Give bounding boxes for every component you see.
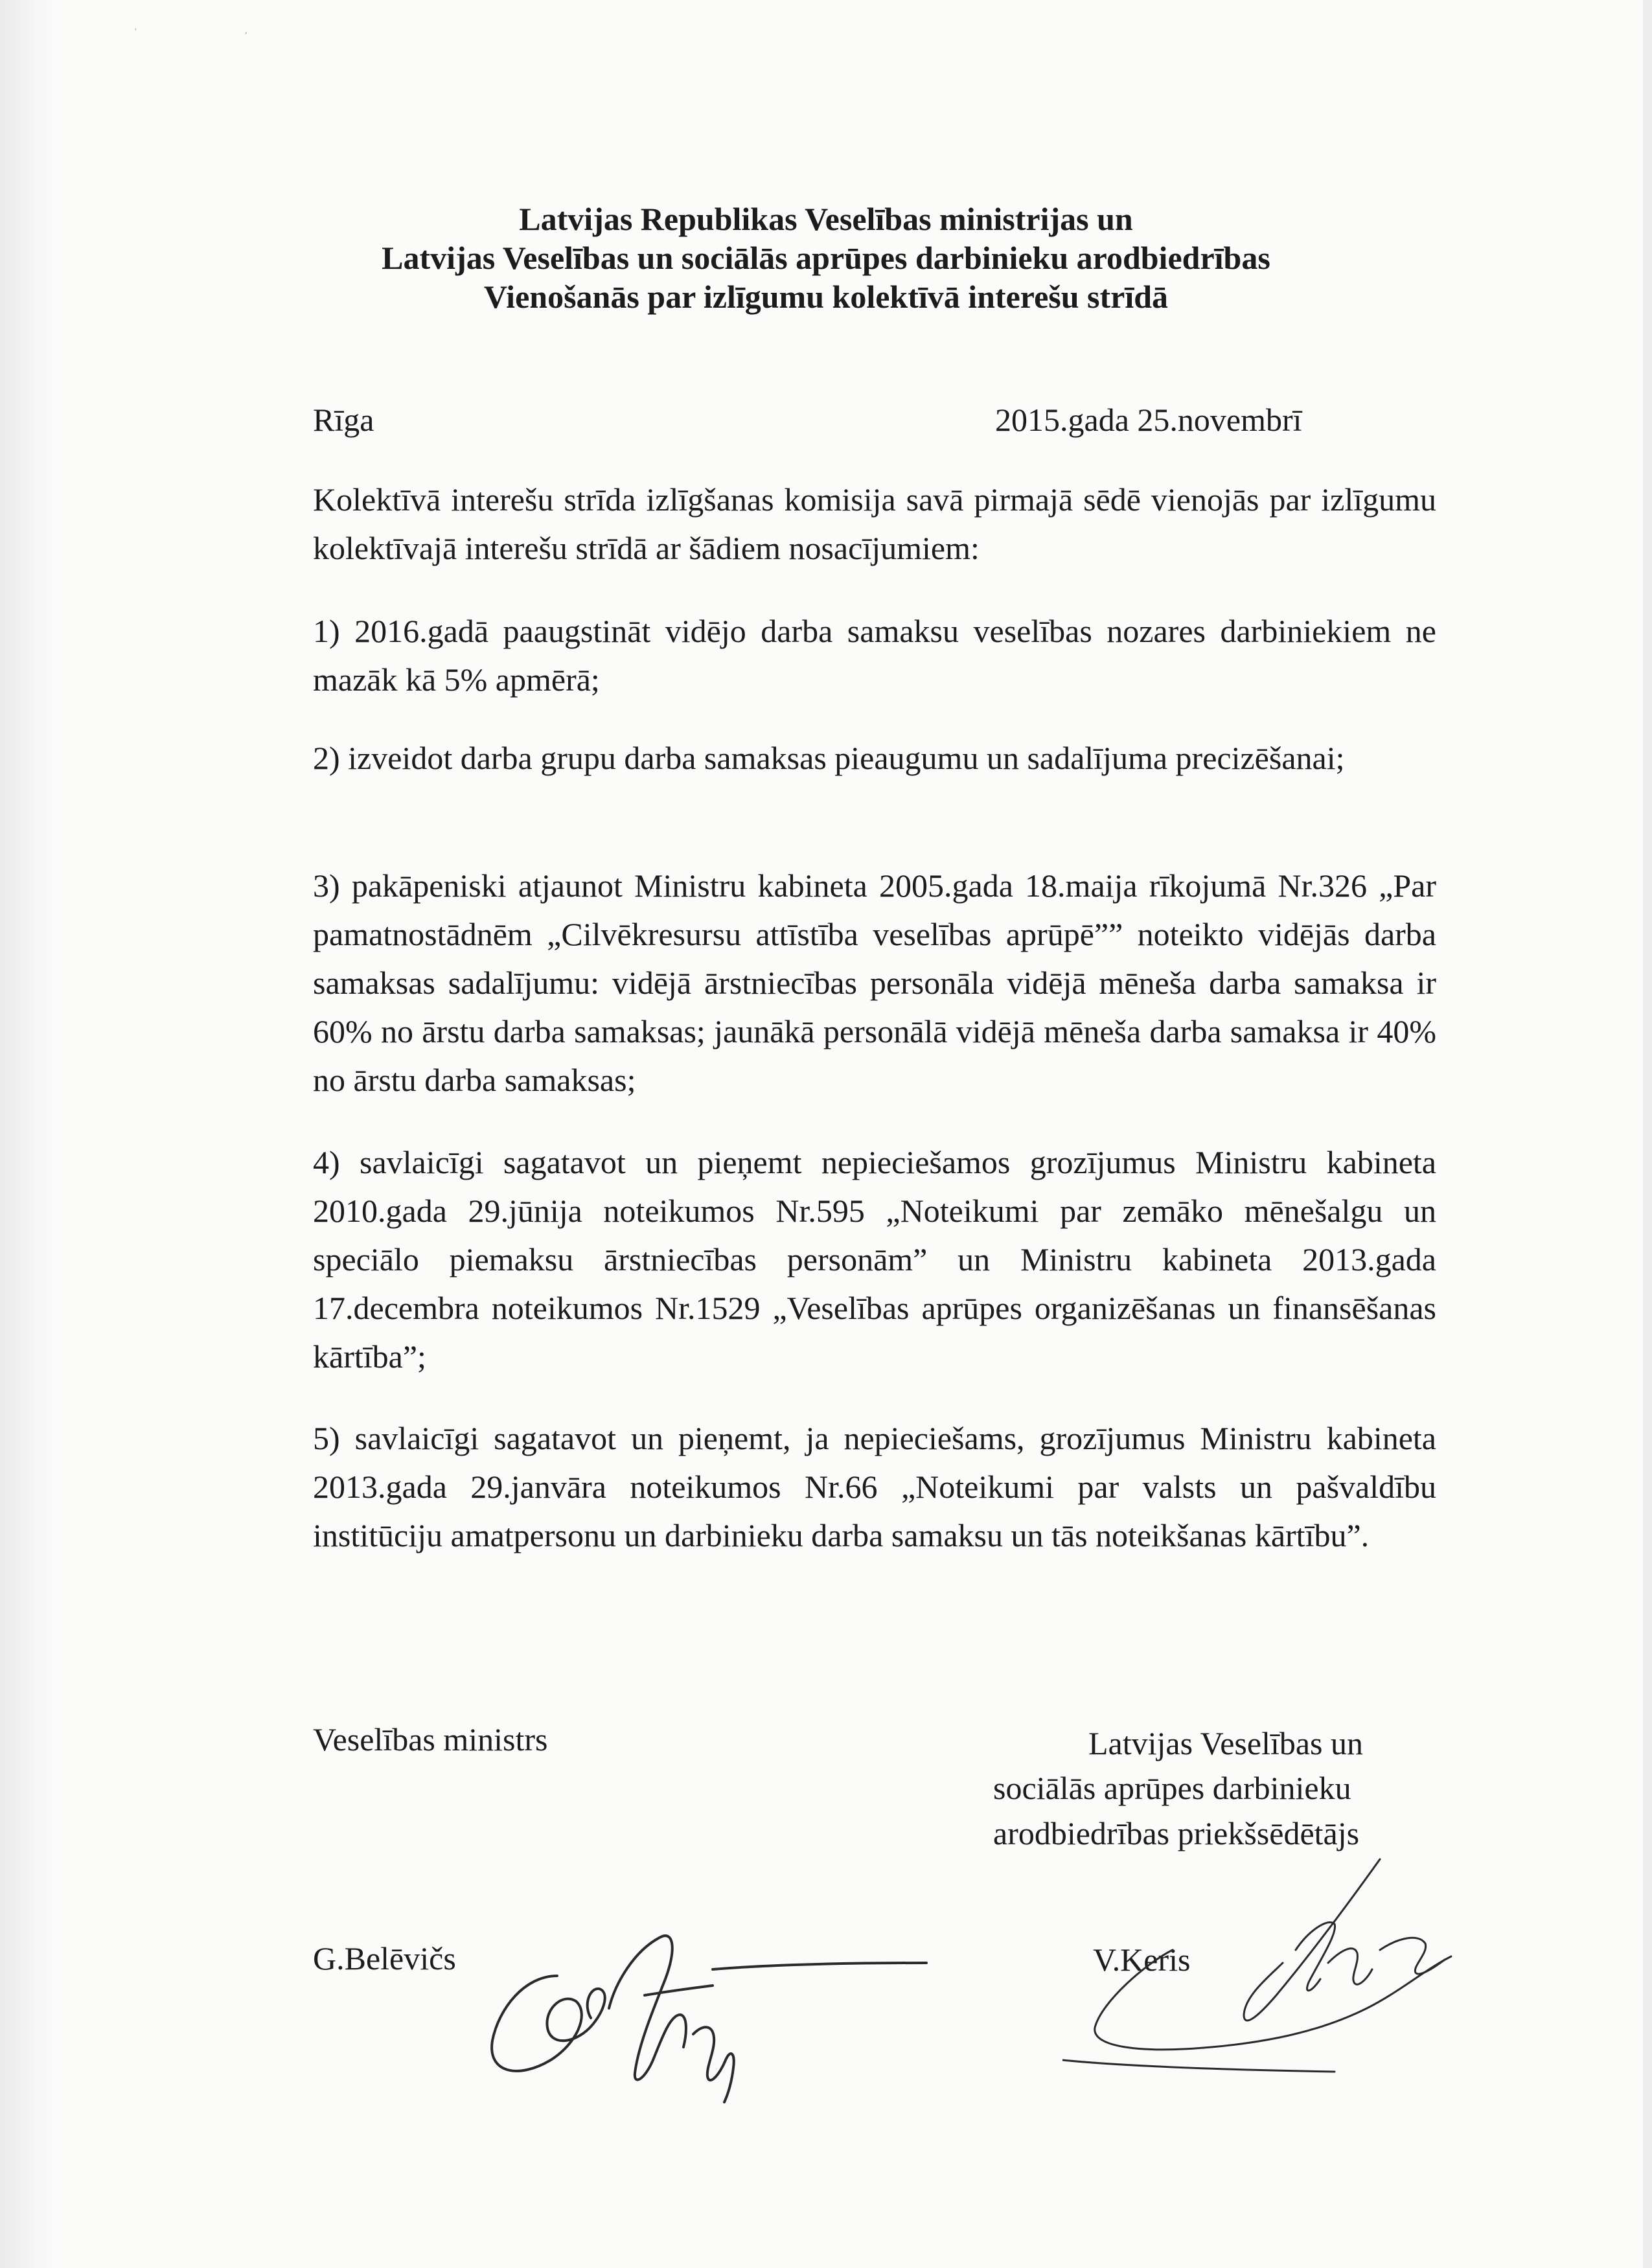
- right-signatory-name: V.Keris: [1093, 1942, 1191, 1978]
- point-2: 2) izveidot darba grupu darba samaksas pieaugumu un sadalījuma precizēšanai;: [313, 740, 1345, 776]
- right-signature: [1062, 1853, 1464, 2073]
- left-signatory-role: Veselības ministrs: [313, 1721, 548, 1758]
- point-1: 1) 2016.gadā paaugstināt vidējo darba samaksu veselības nozares darbiniekiem ne mazāk kā 5% apmērā;: [313, 613, 1436, 698]
- title-line-2: Latvijas Veselības un sociālās aprūpes darbinieku arodbiedrības: [382, 240, 1270, 276]
- intro-paragraph: Kolektīvā interešu strīda izlīgšanas komisija savā pirmajā sēdē vienojās par izlīgumu kolektīvajā interešu strīdā ar šādiem nosacījumiem:: [313, 481, 1436, 566]
- right-signatory-role-1: Latvijas Veselības un: [1088, 1725, 1363, 1761]
- title-line-1: Latvijas Republikas Veselības ministrijas un: [519, 201, 1133, 237]
- scan-right-edge: [1643, 0, 1652, 2268]
- right-signatory-role-2: sociālās aprūpes darbinieku: [993, 1770, 1351, 1806]
- point-4: 4) savlaicīgi sagatavot un pieņemt nepieciešamos grozījumus Ministru kabineta 2010.gada 29.jūnija noteikumos Nr.595 „Noteikumi par zemāko mēnešalgu un speciālo piemaksu ārstniecības personām” un Ministru kabineta 2013.gada 17.decembra noteikumos Nr.1529 „Veselības aprūpes organizēšanas un finansēšanas kārtība”;: [313, 1144, 1436, 1375]
- title-line-3: Vienošanās par izlīgumu kolektīvā interešu strīdā: [483, 279, 1169, 315]
- place: Rīga: [313, 402, 374, 438]
- scan-speck: ,: [245, 26, 247, 36]
- date: 2015.gada 25.novembrī: [995, 402, 1302, 438]
- point-3: 3) pakāpeniski atjaunot Ministru kabineta 2005.gada 18.maija rīkojumā Nr.326 „Par pamatnostādnēm „Cilvēkresursu attīstība veselības aprūpē”” noteikto vidējās darba samaksas sadalījumu: vidējā ārstniecības personāla vidējā mēneša darba samaksa ir 60% no ārstu darba samaksas; jaunākā personālā vidējā mēneša darba samaksa ir 40% no ārstu darba samaksas;: [313, 867, 1436, 1098]
- point-5: 5) savlaicīgi sagatavot un pieņemt, ja nepieciešams, grozījumus Ministru kabineta 2013.gada 29.janvāra noteikumos Nr.66 „Noteikumi par valsts un pašvaldību institūciju amatpersonu un darbinieku darba samaksu un tās noteikšanas kārtību”.: [313, 1420, 1436, 1553]
- scan-left-edge: [0, 0, 62, 2268]
- document-title: [0, 200, 1652, 316]
- left-signature: [479, 1879, 946, 2112]
- scan-speck: ': [135, 27, 137, 37]
- left-signatory-name: G.Belēvičs: [313, 1940, 456, 1976]
- right-signatory-role-3: arodbiedrības priekšsēdētājs: [993, 1815, 1360, 1851]
